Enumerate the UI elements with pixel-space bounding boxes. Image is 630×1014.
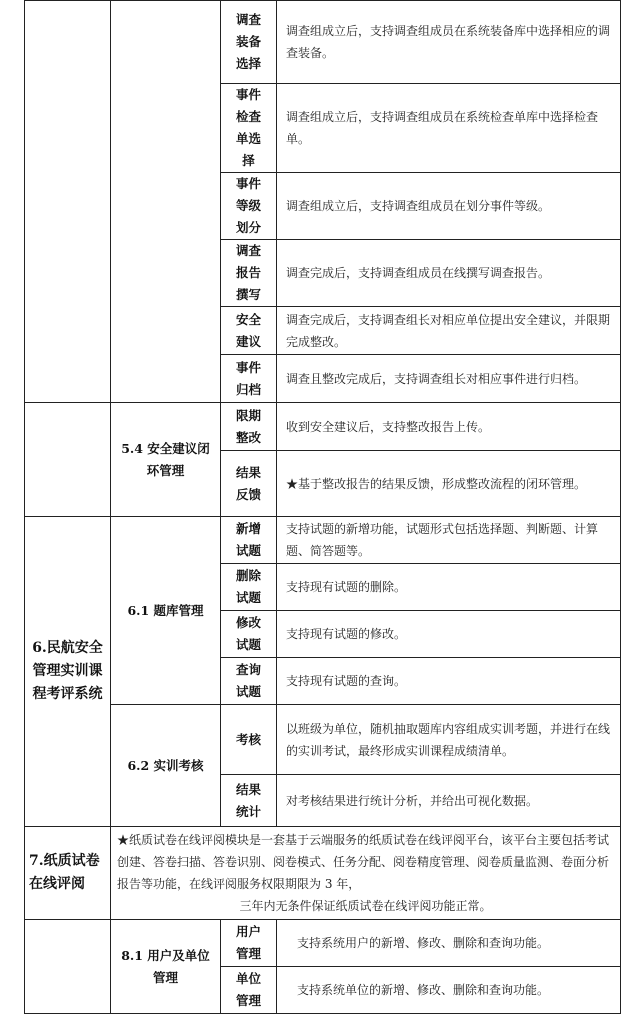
table-row [25,1,621,84]
table-row [25,403,621,451]
function-desc: 支持系统单位的新增、修改、删除和查询功能。 [277,967,621,1014]
function-label: 事件检查单选择 [221,84,277,173]
function-label: 考核 [221,705,277,775]
function-label: 用户管理 [221,920,277,967]
section-desc-text: ★纸质试卷在线评阅模块是一套基于云端服务的纸质试卷在线评阅平台，该平台主要包括考试创建、答卷扫描、答卷识别、阅卷模式、任务分配、阅卷精度管理、阅卷质量监测、卷面分析报告等功能，在线评阅服务权限期限为 3 年， [117,833,610,891]
requirements-table [24,0,621,1014]
function-label: 新增试题 [221,517,277,564]
function-label: 结果反馈 [221,451,277,517]
function-label: 调查报告撰写 [221,240,277,307]
function-desc: 支持现有试题的查询。 [277,658,621,705]
function-desc: 支持系统用户的新增、修改、删除和查询功能。 [277,920,621,967]
function-label: 删除试题 [221,564,277,611]
function-label: 单位管理 [221,967,277,1014]
table-row [25,517,621,564]
section-8-cell [25,920,111,1014]
function-label: 结果统计 [221,775,277,827]
function-desc: 支持现有试题的删除。 [277,564,621,611]
subsection-cell [111,1,221,403]
section-desc-text: 三年内无条件保证纸质试卷在线评阅功能正常。 [239,899,492,913]
function-desc: 支持试题的新增功能，试题形式包括选择题、判断题、计算题、简答题等。 [277,517,621,564]
function-label: 调查装备选择 [221,1,277,84]
table-row [25,827,621,920]
section-desc [111,827,621,920]
function-desc: 以班级为单位，随机抽取题库内容组成实训考题，并进行在线的实训考试，最终形成实训课程成绩清单。 [277,705,621,775]
function-desc: 调查完成后，支持调查组成员在线撰写调查报告。 [277,240,621,307]
function-label: 修改试题 [221,611,277,658]
function-desc: 调查组成立后，支持调查组成员在系统检查单库中选择检查单。 [277,84,621,173]
function-label: 安全建议 [221,307,277,355]
function-desc: 收到安全建议后，支持整改报告上传。 [277,403,621,451]
function-desc: 调查组成立后，支持调查组成员在系统装备库中选择相应的调查装备。 [277,1,621,84]
table-row [25,920,621,967]
function-desc: ★基于整改报告的结果反馈，形成整改流程的闭环管理。 [277,451,621,517]
section-label: 7.纸质试卷在线评阅 [25,827,111,920]
function-desc: 调查完成后，支持调查组长对相应单位提出安全建议，并限期完成整改。 [277,307,621,355]
function-label: 事件等级划分 [221,173,277,240]
function-label: 事件归档 [221,355,277,403]
function-label: 查询试题 [221,658,277,705]
subsection-label: 6.1 题库管理 [111,517,221,705]
function-desc: 调查组成立后，支持调查组成员在划分事件等级。 [277,173,621,240]
function-desc: 支持现有试题的修改。 [277,611,621,658]
function-desc: 对考核结果进行统计分析，并给出可视化数据。 [277,775,621,827]
section-label: 6.民航安全管理实训课程考评系统 [25,517,111,827]
table-row [25,705,621,775]
section-5-cell [25,1,111,403]
function-desc: 调查且整改完成后，支持调查组长对相应事件进行归档。 [277,355,621,403]
subsection-label: 8.1 用户及单位管理 [111,920,221,1014]
subsection-label: 5.4 安全建议闭环管理 [111,403,221,517]
section-5-cell [25,403,111,517]
subsection-label: 6.2 实训考核 [111,705,221,827]
function-label: 限期整改 [221,403,277,451]
